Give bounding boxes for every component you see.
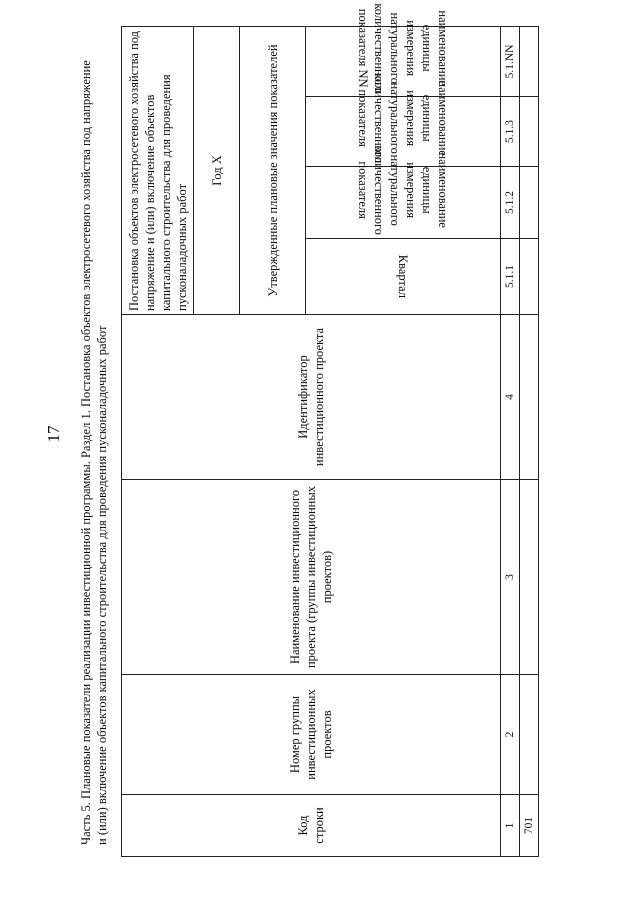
header-project-id: Идентификатор инвестиционного проекта <box>122 315 501 480</box>
header-code: Код строки <box>122 795 501 857</box>
header-year: Год X <box>194 26 240 314</box>
indicators-table-wrapper <box>121 3 535 857</box>
header-unit-1 <box>306 145 501 239</box>
table-caption <box>78 0 110 845</box>
table-cell <box>520 239 539 315</box>
column-number: 5.1.1 <box>501 239 520 315</box>
column-number: 2 <box>501 675 520 795</box>
table-cell <box>520 97 539 167</box>
header-main-group: Постановка объектов электросетевого хозяйства под напряжение и (или) включение объектов капитального строительства для проведения пусконаладочных работ <box>122 26 194 314</box>
table-row <box>520 26 539 856</box>
caption-line-1: Часть 5. Плановые показатели реализации инвестиционной программы. Раздел 1. Постановка объектов электросетевого хозяйства под напряжение <box>79 60 93 845</box>
column-number: 5.1.3 <box>501 97 520 167</box>
column-number: 5.1.2 <box>501 167 520 239</box>
column-number: 4 <box>501 315 520 480</box>
header-unit-n-text: наименование единицы измерения натурального количественного показателя NN <box>356 3 450 94</box>
column-number-row <box>501 26 520 856</box>
table-cell: 701 <box>520 795 539 857</box>
header-quarter <box>306 239 501 315</box>
table-cell <box>520 167 539 239</box>
column-number: 3 <box>501 480 520 675</box>
column-number: 1 <box>501 795 520 857</box>
table-cell <box>520 315 539 480</box>
header-project-name: Наименование инвестиционного проекта (группы инвестиционных проектов) <box>122 480 501 675</box>
header-quarter-text: Квартал <box>396 254 410 299</box>
header-unit-2-text: наименование единицы измерения натурального количественного показателя <box>356 73 450 164</box>
header-unit-2 <box>306 73 501 167</box>
caption-line-2: и (или) включение объектов капитального строительства для проведения пусконаладочных работ <box>95 325 109 845</box>
table-cell <box>520 480 539 675</box>
table-cell <box>520 26 539 96</box>
header-unit-1-text: наименование единицы измерения натурального количественного показателя <box>356 145 450 236</box>
indicators-table <box>121 3 539 857</box>
page-number: 17 <box>44 425 63 443</box>
header-approved: Утвержденные плановые значения показателей <box>240 26 306 314</box>
header-group-number: Номер группы инвестиционных проектов <box>122 675 501 795</box>
header-unit-n <box>306 3 501 96</box>
table-cell <box>520 675 539 795</box>
column-number: 5.1.NN <box>501 26 520 96</box>
